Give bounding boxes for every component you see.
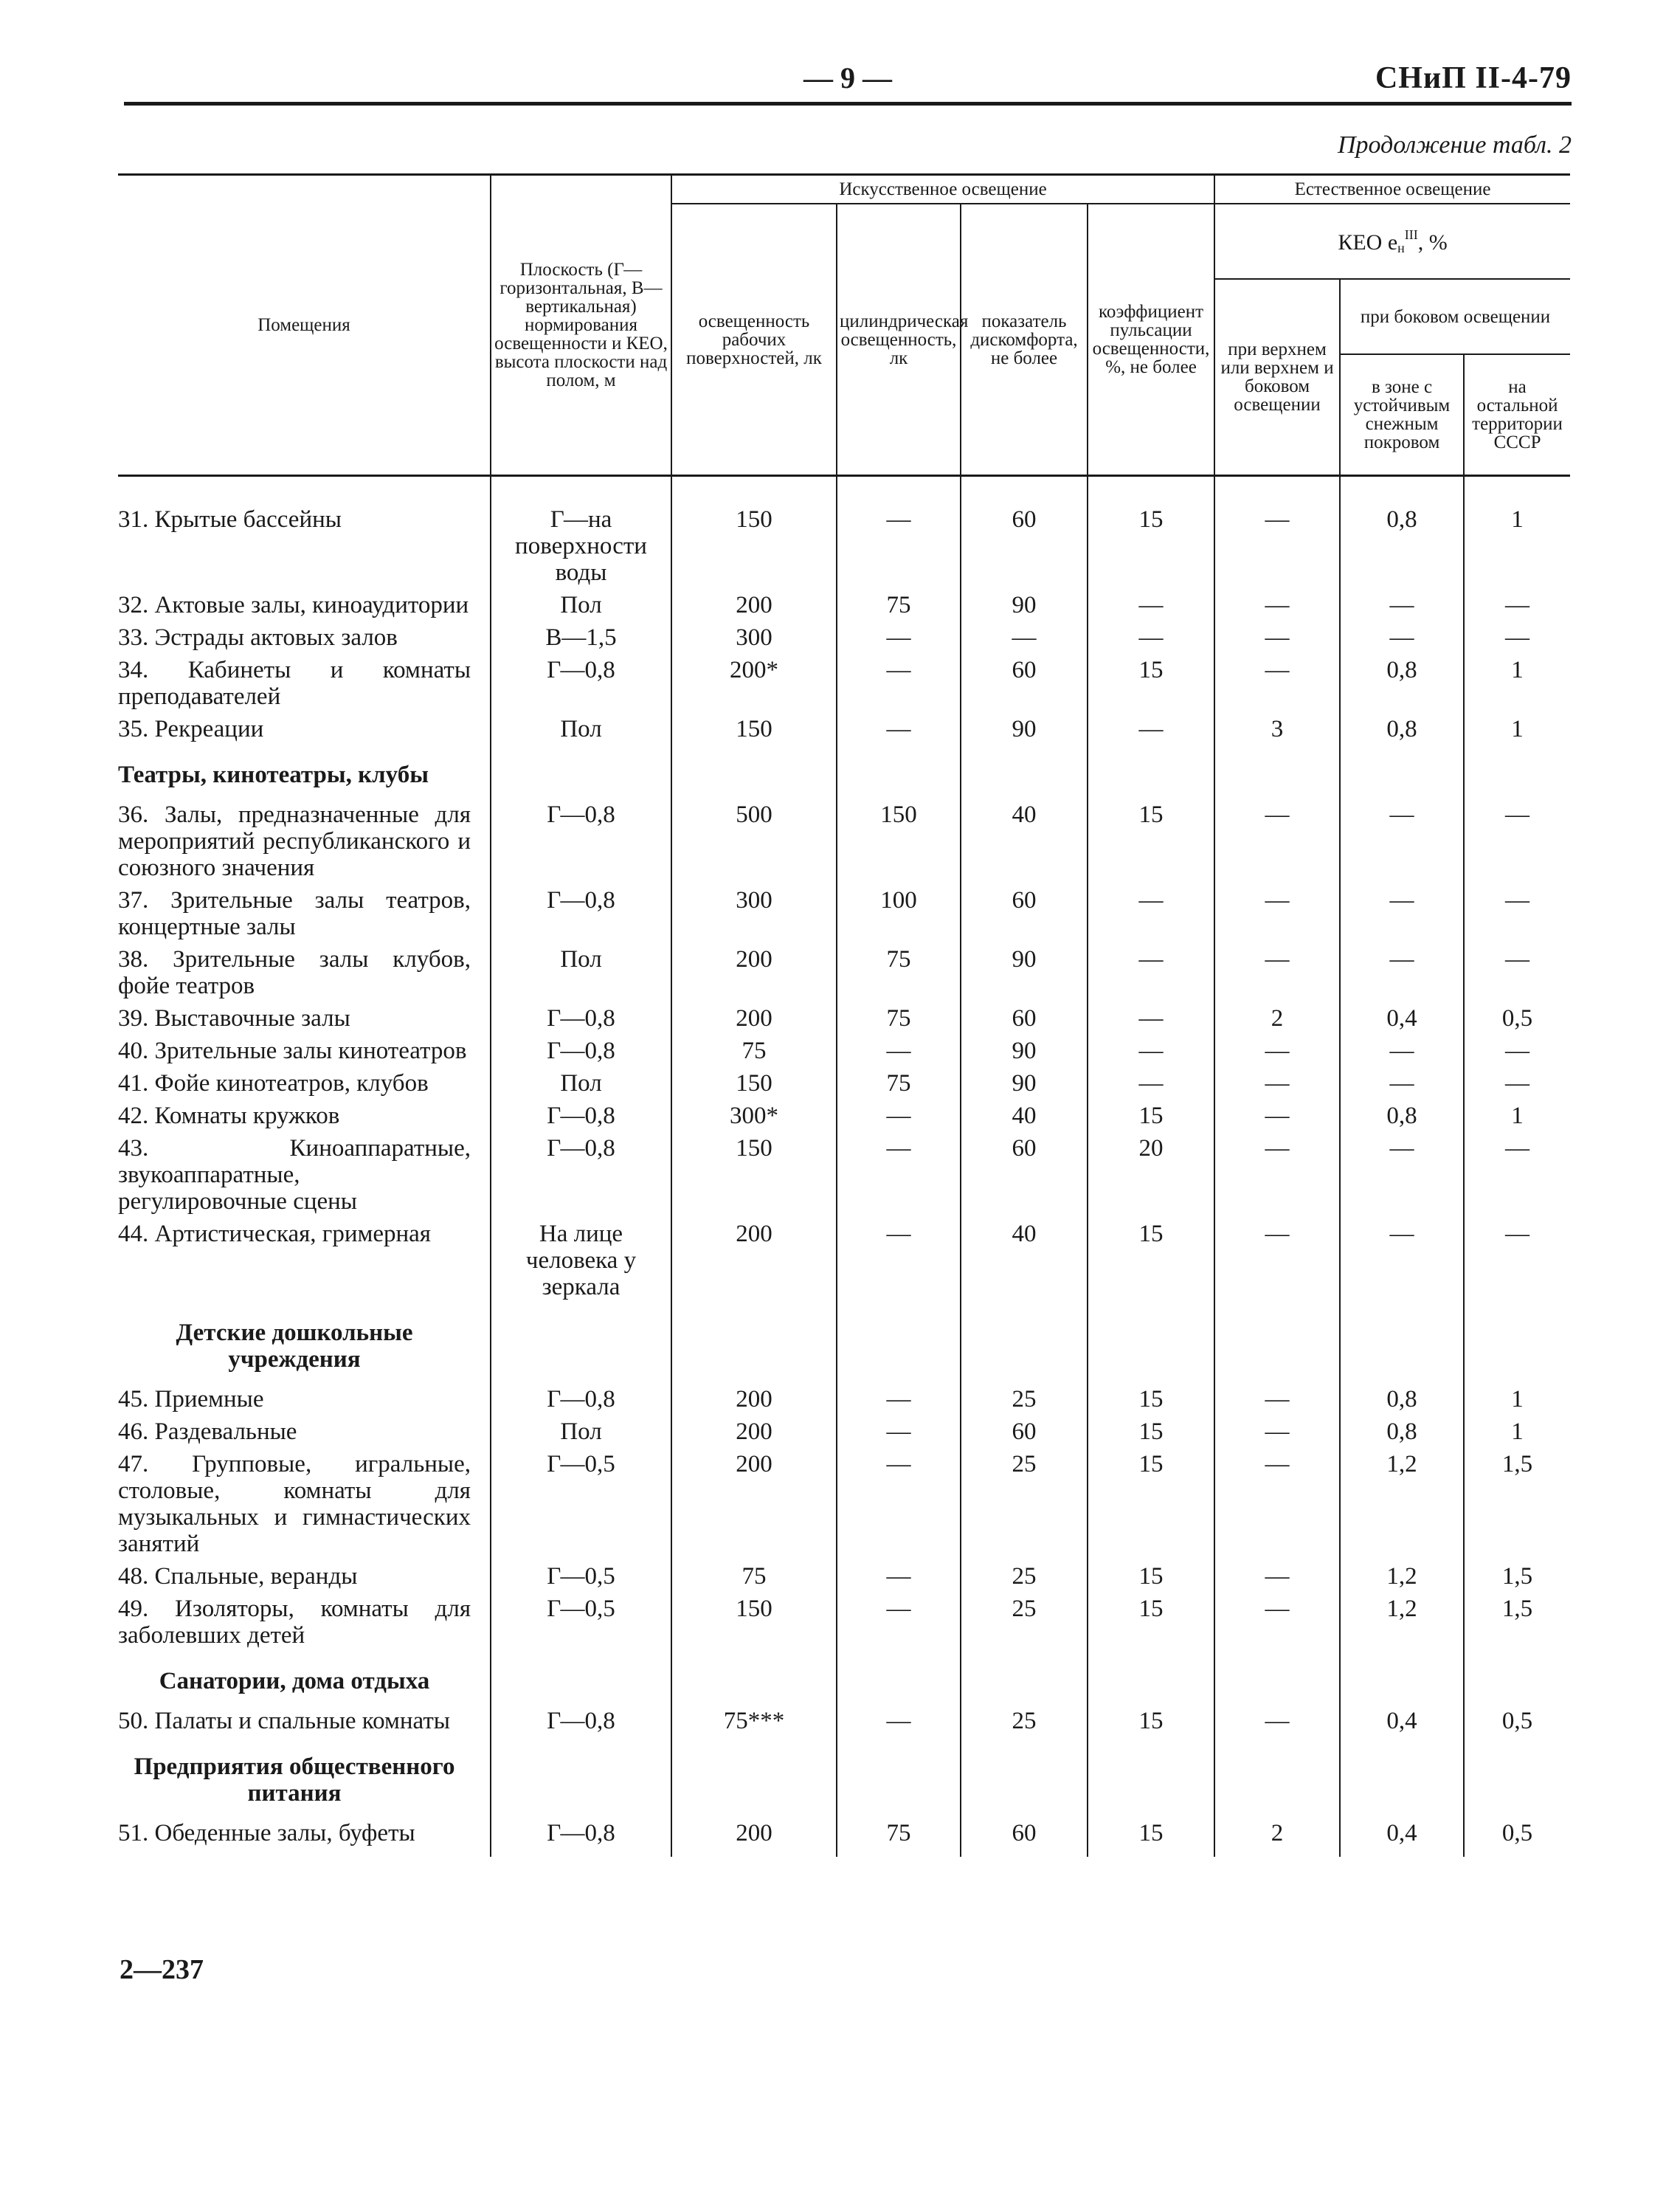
cell-illuminance: 150 [671,1067,837,1100]
cell-cylindrical-illuminance: — [837,1100,961,1132]
cell-room-name: 36. Залы, предназначенные для мероприятий республиканского и союзного значения [118,801,471,881]
header-keo-snow-zone: в зоне с устойчивым снежным покровом [1340,354,1464,476]
cell-keo-snow-zone: 0,8 [1340,1415,1464,1448]
cell-pulsation-coefficient: 15 [1088,1817,1214,1857]
cell-plane: Г—на поверхности воды [491,476,671,590]
cell-pulsation-coefficient: 20 [1088,1132,1214,1218]
cell-pulsation-coefficient: — [1088,1002,1214,1035]
cell-keo-top-lighting: — [1214,1593,1340,1652]
cell-keo-snow-zone: 1,2 [1340,1593,1464,1652]
cell-plane: Г—0,8 [491,1383,671,1415]
cell-room-name: 31. Крытые бассейны [118,506,342,533]
cell-cylindrical-illuminance: 75 [837,1067,961,1100]
cell-plane: Г—0,5 [491,1560,671,1593]
empty-cell [1214,1652,1340,1705]
cell-room-name: 40. Зрительные залы кинотеатров [118,1038,467,1064]
cell-cylindrical-illuminance: — [837,1415,961,1448]
cell-keo-rest-territory: 1,5 [1464,1560,1570,1593]
cell-keo-rest-territory: — [1464,621,1570,654]
table-row [118,621,1570,654]
cell-plane: Г—0,8 [491,1132,671,1218]
cell-plane: Пол [491,713,671,745]
cell-cylindrical-illuminance: — [837,1448,961,1560]
cell-illuminance: 75*** [671,1705,837,1737]
table-row [118,1035,1570,1067]
table-row [118,1100,1570,1132]
section-row [118,1652,1570,1705]
table-row [118,1067,1570,1100]
cell-plane: Пол [491,1067,671,1100]
header-rule [124,102,1572,106]
cell-plane: На лице человека у зеркала [491,1218,671,1303]
cell-keo-snow-zone: 0,4 [1340,1705,1464,1737]
cell-discomfort-index: 60 [961,1415,1088,1448]
cell-keo-snow-zone: 0,4 [1340,1002,1464,1035]
cell-pulsation-coefficient: — [1088,713,1214,745]
cell-plane: Пол [491,943,671,1002]
empty-cell [1464,1303,1570,1383]
section-title: Детские дошкольные учреждения [176,1320,413,1373]
cell-plane: Г—0,8 [491,799,671,884]
cell-keo-snow-zone: 0,8 [1340,476,1464,590]
empty-cell [837,1303,961,1383]
cell-illuminance: 75 [671,1035,837,1067]
section-title: Театры, кинотеатры, клубы [118,762,429,788]
table-row [118,589,1570,621]
cell-pulsation-coefficient: 15 [1088,1383,1214,1415]
cell-pulsation-coefficient: — [1088,589,1214,621]
cell-discomfort-index: 60 [961,476,1088,590]
header-artificial-lighting: Искусственное освещение [671,175,1214,204]
header-keo-superscript: III [1404,227,1418,242]
cell-keo-rest-territory: — [1464,884,1570,943]
cell-room-name: 47. Групповые, игральные, столовые, комнаты для музыкальных и гимнастических занятий [118,1451,471,1557]
empty-cell [671,1652,837,1705]
cell-plane: Г—0,8 [491,884,671,943]
empty-cell [1340,745,1464,799]
cell-keo-top-lighting: 3 [1214,713,1340,745]
cell-cylindrical-illuminance: — [837,1383,961,1415]
cell-illuminance: 75 [671,1560,837,1593]
cell-room-name: 49. Изоляторы, комнаты для заболевших детей [118,1596,471,1649]
table-row [118,1817,1570,1857]
cell-keo-snow-zone: 0,8 [1340,713,1464,745]
cell-pulsation-coefficient: 15 [1088,799,1214,884]
cell-keo-top-lighting: — [1214,1218,1340,1303]
cell-keo-top-lighting: — [1214,621,1340,654]
cell-keo-rest-territory: 0,5 [1464,1002,1570,1035]
cell-room-name: 35. Рекреации [118,716,264,742]
cell-discomfort-index: 25 [961,1593,1088,1652]
cell-cylindrical-illuminance: 75 [837,943,961,1002]
empty-cell [491,1303,671,1383]
cell-room-name: 44. Артистическая, гримерная [118,1221,431,1247]
cell-keo-top-lighting: — [1214,1383,1340,1415]
empty-cell [1464,1737,1570,1817]
cell-illuminance: 200 [671,943,837,1002]
cell-pulsation-coefficient: 15 [1088,1448,1214,1560]
cell-pulsation-coefficient: 15 [1088,1218,1214,1303]
table-row [118,1448,1570,1560]
cell-room-name: 42. Комнаты кружков [118,1103,340,1129]
cell-room-name: 46. Раздевальные [118,1418,297,1445]
cell-keo-top-lighting: 2 [1214,1002,1340,1035]
cell-cylindrical-illuminance: 75 [837,1817,961,1857]
signature-mark: 2—237 [120,1954,204,1985]
cell-cylindrical-illuminance: — [837,1560,961,1593]
cell-discomfort-index: 90 [961,713,1088,745]
table-row [118,1383,1570,1415]
cell-pulsation-coefficient: 15 [1088,654,1214,713]
empty-cell [1088,1737,1214,1817]
table-row [118,476,1570,590]
cell-keo-top-lighting: — [1214,884,1340,943]
cell-discomfort-index: 40 [961,1100,1088,1132]
header-natural-lighting: Естественное освещение [1214,175,1570,204]
cell-keo-top-lighting: — [1214,1067,1340,1100]
cell-discomfort-index: 60 [961,1002,1088,1035]
table-row [118,654,1570,713]
cell-keo-rest-territory: 1 [1464,476,1570,590]
table-row [118,884,1570,943]
cell-keo-rest-territory: 1 [1464,713,1570,745]
cell-keo-top-lighting: 2 [1214,1817,1340,1857]
cell-keo-rest-territory: — [1464,1132,1570,1218]
cell-illuminance: 300 [671,621,837,654]
cell-discomfort-index: 25 [961,1560,1088,1593]
table-row [118,1218,1570,1303]
table-row [118,1593,1570,1652]
cell-keo-top-lighting: — [1214,476,1340,590]
table-row [118,713,1570,745]
cell-plane: Г—0,8 [491,1817,671,1857]
header-keo-subscript: н [1397,240,1405,255]
cell-illuminance: 150 [671,476,837,590]
header-cylindrical-illuminance: цилиндрическая освещенность, лк [837,204,961,476]
cell-keo-snow-zone: 0,8 [1340,1383,1464,1415]
cell-room-name: 50. Палаты и спальные комнаты [118,1708,450,1734]
empty-cell [671,1303,837,1383]
cell-pulsation-coefficient: — [1088,884,1214,943]
cell-illuminance: 200 [671,1817,837,1857]
cell-pulsation-coefficient: — [1088,1067,1214,1100]
cell-keo-rest-territory: — [1464,943,1570,1002]
cell-discomfort-index: 40 [961,1218,1088,1303]
cell-keo-snow-zone: — [1340,799,1464,884]
cell-pulsation-coefficient: 15 [1088,1100,1214,1132]
table-row [118,1415,1570,1448]
empty-cell [1088,745,1214,799]
cell-discomfort-index: 40 [961,799,1088,884]
page-number: — 9 — [803,61,892,94]
cell-illuminance: 300* [671,1100,837,1132]
header-keo-top-lighting: при верхнем или верхнем и боковом освещении [1214,279,1340,476]
empty-cell [1464,745,1570,799]
section-row [118,1303,1570,1383]
cell-keo-top-lighting: — [1214,1705,1340,1737]
cell-room-name: 34. Кабинеты и комнаты преподавателей [118,657,471,710]
table-row [118,1705,1570,1737]
cell-cylindrical-illuminance: 75 [837,1002,961,1035]
cell-room-name: 37. Зрительные залы театров, концертные залы [118,887,471,940]
cell-illuminance: 200 [671,589,837,621]
header-room: Помещения [118,175,491,476]
cell-cylindrical-illuminance: — [837,621,961,654]
cell-pulsation-coefficient: 15 [1088,1705,1214,1737]
cell-cylindrical-illuminance: — [837,1705,961,1737]
section-row [118,745,1570,799]
cell-discomfort-index: — [961,621,1088,654]
cell-keo-rest-territory: 1 [1464,1100,1570,1132]
cell-keo-rest-territory: — [1464,1218,1570,1303]
cell-keo-top-lighting: — [1214,1132,1340,1218]
empty-cell [491,745,671,799]
empty-cell [837,745,961,799]
cell-keo-top-lighting: — [1214,1415,1340,1448]
cell-pulsation-coefficient: — [1088,1035,1214,1067]
table-row [118,1132,1570,1218]
cell-keo-rest-territory: — [1464,589,1570,621]
cell-room-name: 41. Фойе кинотеатров, клубов [118,1070,429,1097]
cell-illuminance: 150 [671,713,837,745]
cell-keo-snow-zone: — [1340,1067,1464,1100]
cell-room-name: 39. Выставочные залы [118,1005,350,1032]
cell-illuminance: 200 [671,1383,837,1415]
cell-cylindrical-illuminance: — [837,1035,961,1067]
cell-pulsation-coefficient: — [1088,621,1214,654]
cell-illuminance: 150 [671,1593,837,1652]
cell-plane: Г—0,8 [491,1002,671,1035]
cell-keo-rest-territory: 1,5 [1464,1448,1570,1560]
cell-plane: Г—0,8 [491,1035,671,1067]
cell-discomfort-index: 25 [961,1383,1088,1415]
cell-discomfort-index: 25 [961,1705,1088,1737]
cell-pulsation-coefficient: 15 [1088,1560,1214,1593]
cell-keo-snow-zone: 0,8 [1340,654,1464,713]
header-plane: Плоскость (Г—горизонтальная, В—вертикальная) нормирования освещенности и КЕО, высота плоскости над полом, м [491,175,671,476]
empty-cell [671,1737,837,1817]
cell-room-name: 45. Приемные [118,1386,264,1413]
cell-plane: Г—0,8 [491,654,671,713]
cell-keo-rest-territory: 1 [1464,654,1570,713]
empty-cell [491,1652,671,1705]
cell-keo-top-lighting: — [1214,1560,1340,1593]
cell-keo-rest-territory: 1,5 [1464,1593,1570,1652]
empty-cell [837,1652,961,1705]
header-keo-unit: , % [1417,230,1448,255]
empty-cell [961,1303,1088,1383]
table-row [118,1002,1570,1035]
cell-room-name: 32. Актовые залы, киноаудитории [118,592,469,618]
cell-illuminance: 200 [671,1448,837,1560]
cell-room-name: 43. Киноаппаратные, звукоаппаратные, регулировочные сцены [118,1135,471,1215]
cell-illuminance: 500 [671,799,837,884]
table-row [118,1560,1570,1593]
cell-illuminance: 200 [671,1415,837,1448]
cell-keo-snow-zone: — [1340,621,1464,654]
cell-discomfort-index: 60 [961,1132,1088,1218]
cell-illuminance: 200 [671,1002,837,1035]
cell-keo-rest-territory: 1 [1464,1415,1570,1448]
cell-keo-top-lighting: — [1214,654,1340,713]
cell-cylindrical-illuminance: — [837,1593,961,1652]
cell-discomfort-index: 60 [961,654,1088,713]
empty-cell [491,1737,671,1817]
cell-plane: Пол [491,1415,671,1448]
cell-room-name: 51. Обеденные залы, буфеты [118,1820,415,1846]
cell-pulsation-coefficient: — [1088,943,1214,1002]
empty-cell [1214,745,1340,799]
cell-keo-snow-zone: — [1340,1218,1464,1303]
cell-pulsation-coefficient: 15 [1088,1415,1214,1448]
cell-cylindrical-illuminance: 75 [837,589,961,621]
header-discomfort-index: показатель дискомфорта, не более [961,204,1088,476]
cell-keo-top-lighting: — [1214,943,1340,1002]
cell-illuminance: 150 [671,1132,837,1218]
lighting-norms-table [118,173,1570,1857]
cell-keo-snow-zone: — [1340,589,1464,621]
cell-illuminance: 200 [671,1218,837,1303]
empty-cell [1214,1303,1340,1383]
empty-cell [837,1737,961,1817]
cell-keo-top-lighting: — [1214,1100,1340,1132]
cell-keo-rest-territory: — [1464,1035,1570,1067]
cell-keo-rest-territory: 1 [1464,1383,1570,1415]
empty-cell [961,1737,1088,1817]
cell-discomfort-index: 25 [961,1448,1088,1560]
cell-keo-snow-zone: — [1340,1035,1464,1067]
cell-cylindrical-illuminance: — [837,713,961,745]
table-body [118,476,1570,1858]
cell-keo-snow-zone: — [1340,943,1464,1002]
cell-illuminance: 300 [671,884,837,943]
cell-keo-rest-territory: 0,5 [1464,1705,1570,1737]
empty-cell [1088,1652,1214,1705]
cell-cylindrical-illuminance: — [837,1218,961,1303]
empty-cell [1464,1652,1570,1705]
cell-discomfort-index: 90 [961,1067,1088,1100]
cell-keo-top-lighting: — [1214,1448,1340,1560]
cell-keo-snow-zone: 0,4 [1340,1817,1464,1857]
empty-cell [1214,1737,1340,1817]
header-illuminance: освещенность рабочих поверхностей, лк [671,204,837,476]
header-keo-rest-territory: на остальной территории СССР [1464,354,1570,476]
cell-discomfort-index: 90 [961,943,1088,1002]
cell-room-name: 38. Зрительные залы клубов, фойе театров [118,946,471,999]
cell-cylindrical-illuminance: — [837,654,961,713]
cell-plane: Г—0,8 [491,1100,671,1132]
document-code: СНиП II-4-79 [1375,61,1572,95]
cell-plane: В—1,5 [491,621,671,654]
header-keo-side-lighting: при боковом освещении [1340,279,1570,354]
cell-keo-snow-zone: 1,2 [1340,1560,1464,1593]
empty-cell [1340,1303,1464,1383]
cell-keo-top-lighting: — [1214,589,1340,621]
section-title: Санатории, дома отдыха [159,1668,430,1694]
cell-cylindrical-illuminance: — [837,476,961,590]
cell-discomfort-index: 90 [961,1035,1088,1067]
empty-cell [671,745,837,799]
cell-keo-rest-territory: — [1464,1067,1570,1100]
cell-keo-snow-zone: 0,8 [1340,1100,1464,1132]
cell-plane: Г—0,8 [491,1705,671,1737]
table-row [118,943,1570,1002]
cell-pulsation-coefficient: 15 [1088,476,1214,590]
section-row [118,1737,1570,1817]
cell-cylindrical-illuminance: 150 [837,799,961,884]
cell-cylindrical-illuminance: 100 [837,884,961,943]
cell-cylindrical-illuminance: — [837,1132,961,1218]
cell-room-name: 33. Эстрады актовых залов [118,624,398,651]
cell-pulsation-coefficient: 15 [1088,1593,1214,1652]
header-pulsation-coefficient: коэффициент пульсации освещенности, %, не более [1088,204,1214,476]
page-header [124,61,1572,102]
cell-keo-rest-territory: 0,5 [1464,1817,1570,1857]
cell-keo-rest-territory: — [1464,799,1570,884]
cell-keo-snow-zone: 1,2 [1340,1448,1464,1560]
cell-plane: Пол [491,589,671,621]
empty-cell [961,1652,1088,1705]
cell-discomfort-index: 60 [961,884,1088,943]
empty-cell [1340,1652,1464,1705]
empty-cell [1088,1303,1214,1383]
cell-plane: Г—0,5 [491,1448,671,1560]
cell-illuminance: 200* [671,654,837,713]
cell-room-name: 48. Спальные, веранды [118,1563,358,1590]
table-row [118,799,1570,884]
empty-cell [961,745,1088,799]
cell-keo-top-lighting: — [1214,799,1340,884]
cell-discomfort-index: 90 [961,589,1088,621]
table-continuation-note: Продолжение табл. 2 [1337,131,1572,159]
cell-keo-snow-zone: — [1340,884,1464,943]
cell-discomfort-index: 60 [961,1817,1088,1857]
header-keo [1214,204,1570,279]
cell-keo-snow-zone: — [1340,1132,1464,1218]
empty-cell [1340,1737,1464,1817]
cell-keo-top-lighting: — [1214,1035,1340,1067]
cell-plane: Г—0,5 [491,1593,671,1652]
section-title: Предприятия общественного питания [134,1753,455,1807]
header-keo-label: КЕО e [1338,230,1398,255]
